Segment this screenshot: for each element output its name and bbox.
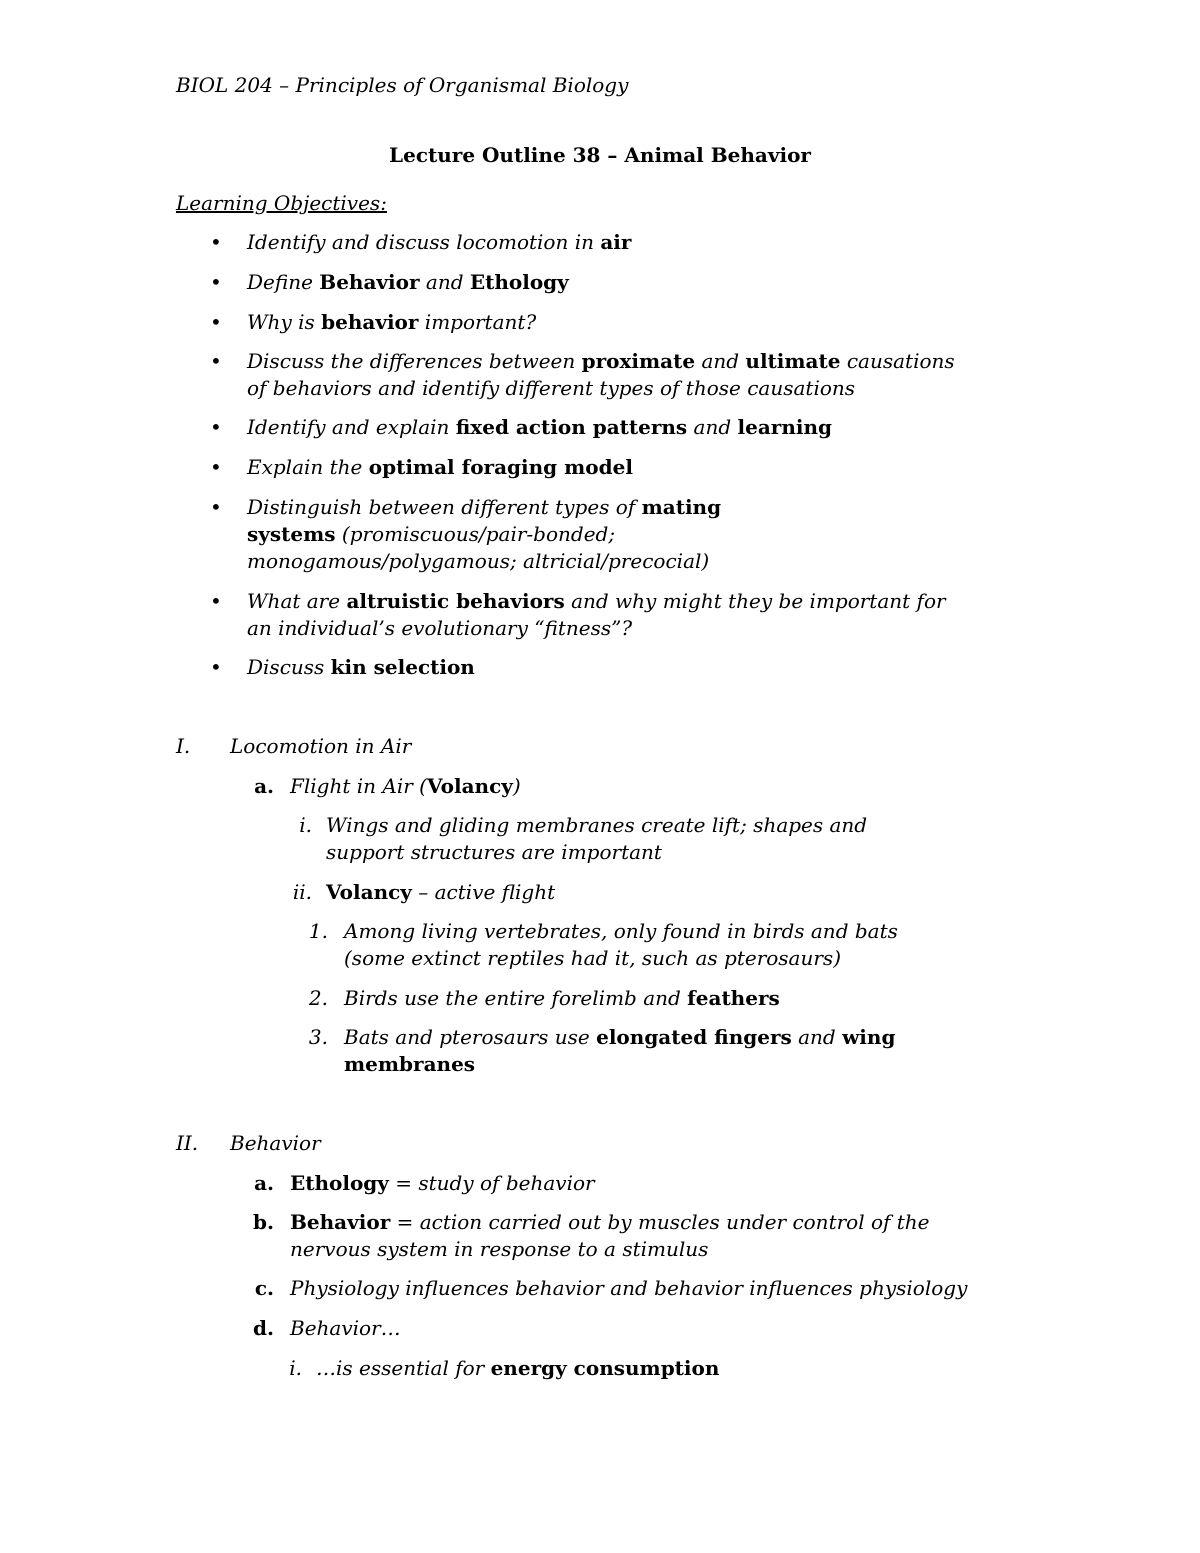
outline-item: Among living vertebrates, only found in birds and bats (some extinct reptiles had it, such as pterosaurs) xyxy=(344,919,898,970)
outline-item: Flight in Air (Volancy) xyxy=(290,774,521,798)
outline-marker: i. xyxy=(299,813,312,837)
outline-item: Bats and pterosaurs use elongated fingers and wing membranes xyxy=(344,1025,896,1076)
outline-marker: ii. xyxy=(292,880,312,904)
bullet-icon: • xyxy=(210,415,222,439)
section-numeral: II. xyxy=(176,1131,199,1155)
bullet-icon: • xyxy=(210,310,222,334)
outline-marker: c. xyxy=(254,1276,274,1300)
objective-item: What are altruistic behaviors and why might they be important for an individual’s evolutionary “fitness”? xyxy=(247,589,946,640)
objective-item: Identify and discuss locomotion in air xyxy=(247,230,632,254)
outline-marker: 2. xyxy=(308,986,328,1010)
bullet-icon: • xyxy=(210,655,222,679)
outline-marker: d. xyxy=(253,1316,274,1340)
objective-item: Discuss kin selection xyxy=(247,655,475,679)
outline-item: Ethology = study of behavior xyxy=(290,1171,595,1195)
page-title: Lecture Outline 38 – Animal Behavior xyxy=(389,143,811,167)
outline-marker: a. xyxy=(254,1171,274,1195)
outline-item: Volancy – active flight xyxy=(326,880,556,904)
outline-marker: 3. xyxy=(308,1025,328,1049)
bullet-icon: • xyxy=(210,455,222,479)
objective-item: Identify and explain fixed action patterns and learning xyxy=(247,415,832,439)
section-heading: Locomotion in Air xyxy=(230,734,412,758)
outline-item: Behavior… xyxy=(290,1316,401,1340)
bullet-icon: • xyxy=(210,270,222,294)
bullet-icon: • xyxy=(210,589,222,613)
bullet-icon: • xyxy=(210,230,222,254)
outline-marker: i. xyxy=(289,1356,302,1380)
objective-item: Why is behavior important? xyxy=(247,310,537,334)
objectives-heading: Learning Objectives: xyxy=(176,191,387,215)
outline-marker: a. xyxy=(254,774,274,798)
objective-item: Discuss the differences between proximate and ultimate causations of behaviors and identify different types of those causations xyxy=(247,349,955,400)
section-numeral: I. xyxy=(176,734,191,758)
outline-item: Physiology influences behavior and behavior influences physiology xyxy=(290,1276,968,1300)
outline-item: …is essential for energy consumption xyxy=(316,1356,720,1380)
course-header: BIOL 204 – Principles of Organismal Biology xyxy=(176,73,629,97)
objective-item: Distinguish between different types of mating systems (promiscuous/pair-bonded; monogamous/polygamous; altricial/precocial) xyxy=(247,495,722,573)
outline-marker: 1. xyxy=(308,919,328,943)
outline-item: Behavior = action carried out by muscles under control of the nervous system in response to a stimulus xyxy=(290,1210,930,1261)
section-heading: Behavior xyxy=(230,1131,321,1155)
objective-item: Explain the optimal foraging model xyxy=(247,455,633,479)
outline-item: Wings and gliding membranes create lift; shapes and support structures are important xyxy=(326,813,868,864)
bullet-icon: • xyxy=(210,349,222,373)
bullet-icon: • xyxy=(210,495,222,519)
outline-item: Birds use the entire forelimb and feathers xyxy=(344,986,780,1010)
outline-marker: b. xyxy=(253,1210,274,1234)
objective-item: Define Behavior and Ethology xyxy=(247,270,569,294)
